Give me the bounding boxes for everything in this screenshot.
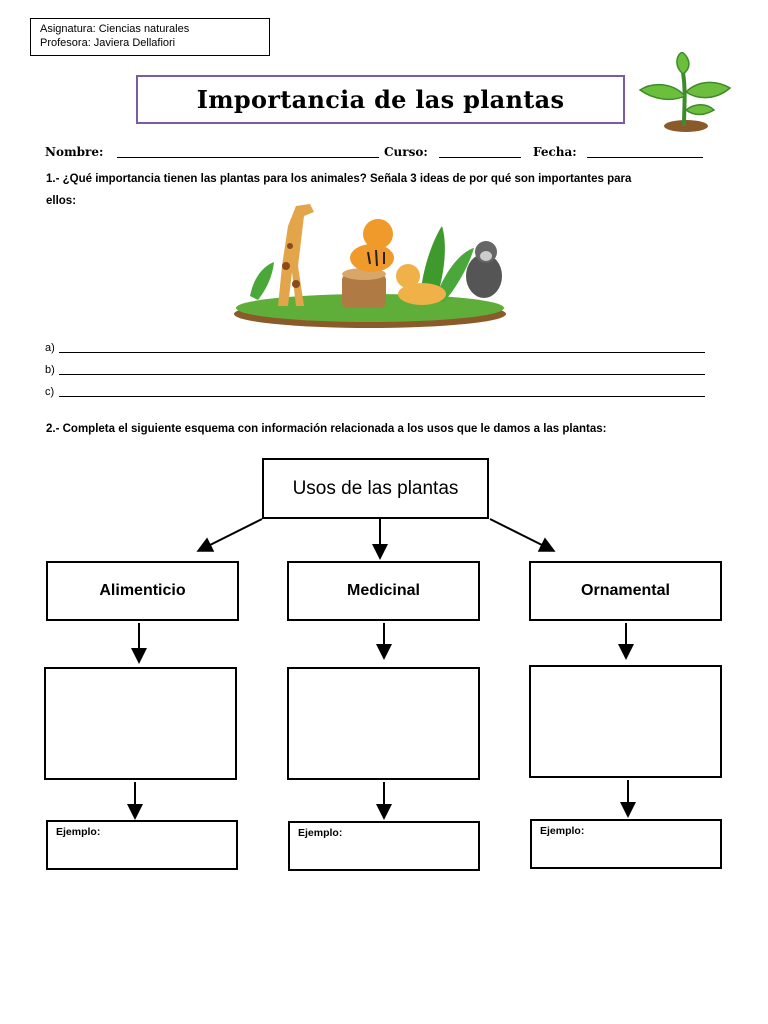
category-box-alimenticio: Alimenticio: [46, 561, 239, 621]
subject-label: Asignatura: Ciencias naturales: [40, 23, 190, 35]
example-label: Ejemplo:: [298, 827, 343, 839]
question-2: 2.- Completa el siguiente esquema con información relacionada a los usos que le damos a las plantas:: [46, 423, 607, 435]
answer-label-b: b): [45, 364, 55, 376]
example-box-alimenticio[interactable]: [46, 820, 238, 870]
example-box-medicinal[interactable]: [288, 821, 480, 871]
example-box-ornamental[interactable]: [530, 819, 722, 869]
example-label: Ejemplo:: [540, 825, 585, 837]
question-1-line2: ellos:: [46, 195, 77, 207]
answer-box-medicinal[interactable]: [287, 667, 480, 780]
category-box-ornamental: Ornamental: [529, 561, 722, 621]
question-1-line1: 1.- ¿Qué importancia tienen las plantas para los animales? Señala 3 ideas de por qué son importantes para: [46, 173, 632, 185]
course-label: Curso:: [384, 145, 428, 159]
answer-box-ornamental[interactable]: [529, 665, 722, 778]
name-label: Nombre:: [45, 145, 104, 159]
diagram-root-box: Usos de las plantas: [262, 458, 489, 519]
answer-label-c: c): [45, 386, 55, 398]
category-box-medicinal: Medicinal: [287, 561, 480, 621]
answer-label-a: a): [45, 342, 55, 354]
page-title: Importancia de las plantas: [136, 75, 625, 124]
teacher-label: Profesora: Javiera Dellafiori: [40, 37, 176, 49]
answer-box-alimenticio[interactable]: [44, 667, 237, 780]
date-label: Fecha:: [533, 145, 577, 159]
example-label: Ejemplo:: [56, 826, 101, 838]
